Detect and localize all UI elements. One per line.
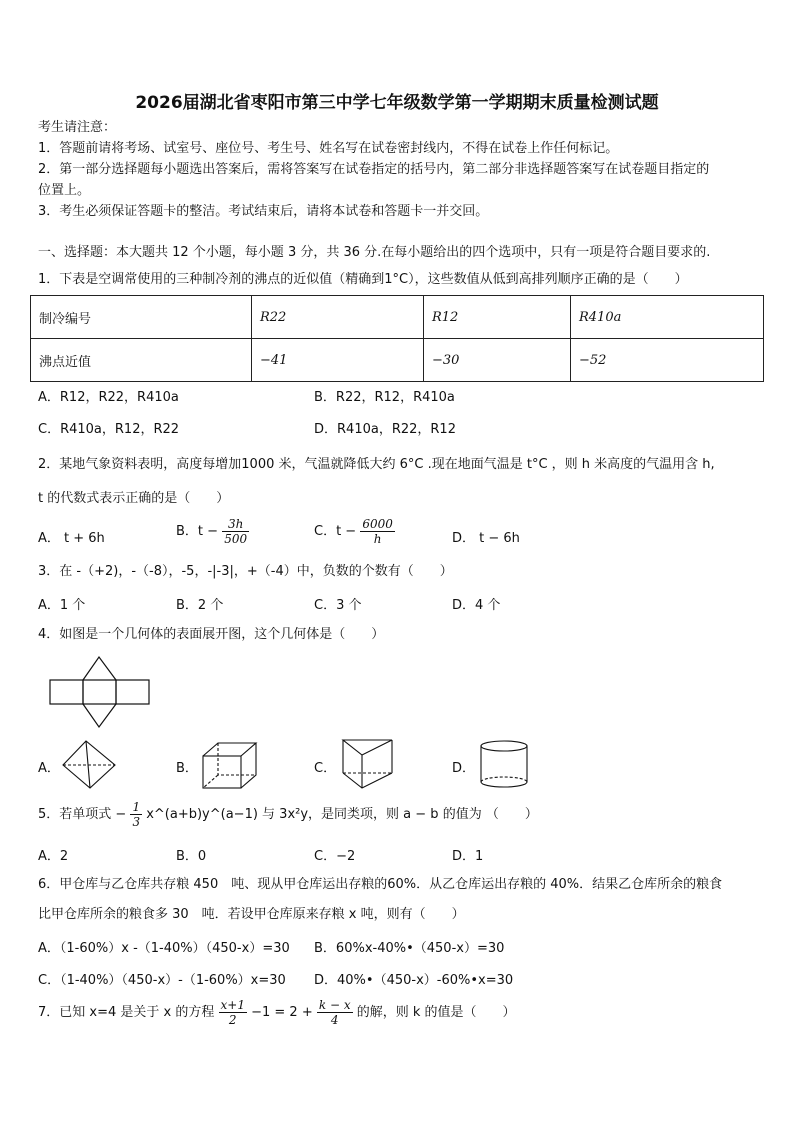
- fraction: [360, 517, 395, 546]
- question-2-stem: t 的代数式表示正确的是（ ）: [38, 491, 230, 506]
- notice-heading: 考生请注意：: [38, 120, 117, 135]
- option-c-prefix: C．t −: [314, 524, 357, 539]
- option-b[interactable]: [176, 517, 249, 546]
- boiling-point-table: [30, 295, 764, 382]
- option-d[interactable]: D．R410a，R22，R12: [314, 422, 456, 437]
- option-b[interactable]: B．R22，R12，R410a: [314, 390, 455, 405]
- option-c[interactable]: C．3 个: [314, 598, 362, 613]
- denominator: 3: [132, 815, 141, 829]
- fraction: [317, 998, 353, 1027]
- option-c[interactable]: C．: [314, 761, 337, 776]
- option-d[interactable]: D．4 个: [452, 598, 501, 613]
- fraction: [222, 517, 249, 546]
- denominator: 500: [224, 532, 248, 546]
- option-a[interactable]: A．R12，R22，R410a: [38, 390, 179, 405]
- option-b[interactable]: B．2 个: [176, 598, 224, 613]
- denominator: h: [373, 532, 382, 546]
- option-c[interactable]: C．R410a，R12，R22: [38, 422, 180, 437]
- question-6-stem: 比甲仓库所余的粮食多 30 吨．若设甲仓库原来存粮 x 吨，则有（ ）: [38, 907, 465, 922]
- option-a[interactable]: A． t + 6h: [38, 531, 105, 546]
- numerator: 3h: [222, 517, 249, 532]
- numerator: 1: [132, 800, 141, 814]
- question-2-stem: 2．某地气象资料表明，高度每增加1000 米，气温就降低大约 6°C .现在地面气温是 t°C ，则 h 米高度的气温用含 h,: [38, 457, 715, 472]
- option-d[interactable]: D． t − 6h: [452, 531, 520, 546]
- table-cell: −52: [571, 339, 764, 382]
- option-b-prefix: B．t −: [176, 524, 219, 539]
- table-cell: R410a: [571, 296, 764, 339]
- denominator: 2: [228, 1013, 237, 1027]
- option-b[interactable]: B．60%x-40%•（450-x）=30: [314, 941, 505, 956]
- cube-icon: [200, 740, 260, 792]
- option-c[interactable]: [314, 517, 395, 546]
- tetrahedron-icon: [60, 738, 120, 792]
- denominator: 4: [330, 1013, 339, 1027]
- question-3-stem: 3．在 -（+2)，-（-8），-5，-|-3|，+（-4）中，负数的个数有（ ）: [38, 564, 453, 579]
- table-cell: −41: [252, 339, 424, 382]
- stem-suffix: x^(a+b)y^(a−1) 与 3x²y，是同类项，则 a − b 的值为 （ ）: [146, 807, 538, 822]
- triangular-prism-icon: [340, 737, 396, 791]
- section-heading: 一、选择题：本大题共 12 个小题，每小题 3 分，共 36 分.在每小题给出的四个选项中，只有一项是符合题目要求的.: [38, 245, 711, 260]
- equation-middle: −1 = 2 +: [251, 1005, 313, 1020]
- table-cell: 制冷编号: [31, 296, 252, 339]
- table-cell: R22: [252, 296, 424, 339]
- stem-suffix: 的解，则 k 的值是（ ）: [356, 1005, 516, 1020]
- notice-item: 位置上。: [38, 183, 91, 198]
- option-d[interactable]: D．1: [452, 849, 484, 864]
- option-b[interactable]: B．: [176, 761, 198, 776]
- fraction: [219, 998, 247, 1027]
- table-cell: −30: [424, 339, 571, 382]
- table-row: [31, 296, 764, 339]
- table-cell: R12: [424, 296, 571, 339]
- prism-net-figure: [48, 655, 158, 730]
- question-4-stem: 4．如图是一个几何体的表面展开图，这个几何体是（ ）: [38, 627, 385, 642]
- option-c[interactable]: C．（1-40%）（450-x）-（1-60%）x=30: [38, 973, 286, 988]
- option-d[interactable]: D．40%•（450-x）-60%•x=30: [314, 973, 514, 988]
- page-title: 2026届湖北省枣阳市第三中学七年级数学第一学期期末质量检测试题: [135, 93, 659, 113]
- stem-prefix: 7．已知 x=4 是关于 x 的方程: [38, 1005, 215, 1020]
- notice-item: 1．答题前请将考场、试室号、座位号、考生号、姓名写在试卷密封线内，不得在试卷上作任何标记。: [38, 141, 619, 156]
- question-1-stem: 1．下表是空调常使用的三种制冷剂的沸点的近似值（精确到1°C），这些数值从低到高排列顺序正确的是（ ）: [38, 272, 688, 287]
- table-row: [31, 339, 764, 382]
- notice-item: 2．第一部分选择题每小题选出答案后，需将答案写在试卷指定的括号内，第二部分非选择题答案写在试卷题目指定的: [38, 162, 710, 177]
- cylinder-icon: [478, 738, 530, 792]
- numerator: k − x: [318, 998, 351, 1012]
- numerator: 6000: [362, 517, 393, 531]
- stem-prefix: 5．若单项式 −: [38, 807, 127, 822]
- table-cell: 沸点近值: [31, 339, 252, 382]
- option-c[interactable]: C．−2: [314, 849, 356, 864]
- question-5-stem: [38, 800, 538, 829]
- fraction: [130, 800, 142, 829]
- option-a[interactable]: A．（1-60%）x -（1-40%）（450-x）=30: [38, 941, 290, 956]
- option-b[interactable]: B．0: [176, 849, 207, 864]
- notice-item: 3．考生必须保证答题卡的整洁。考试结束后，请将本试卷和答题卡一并交回。: [38, 204, 489, 219]
- option-a[interactable]: A．1 个: [38, 598, 86, 613]
- option-d[interactable]: D．: [452, 761, 476, 776]
- option-a[interactable]: A．2: [38, 849, 69, 864]
- question-6-stem: 6．甲仓库与乙仓库共存粮 450 吨、现从甲仓库运出存粮的60%．从乙仓库运出存粮的 40%．结果乙仓库所余的粮食: [38, 877, 723, 892]
- numerator: x+1: [220, 998, 245, 1012]
- option-a[interactable]: A．: [38, 761, 60, 776]
- question-7-stem: [38, 998, 516, 1027]
